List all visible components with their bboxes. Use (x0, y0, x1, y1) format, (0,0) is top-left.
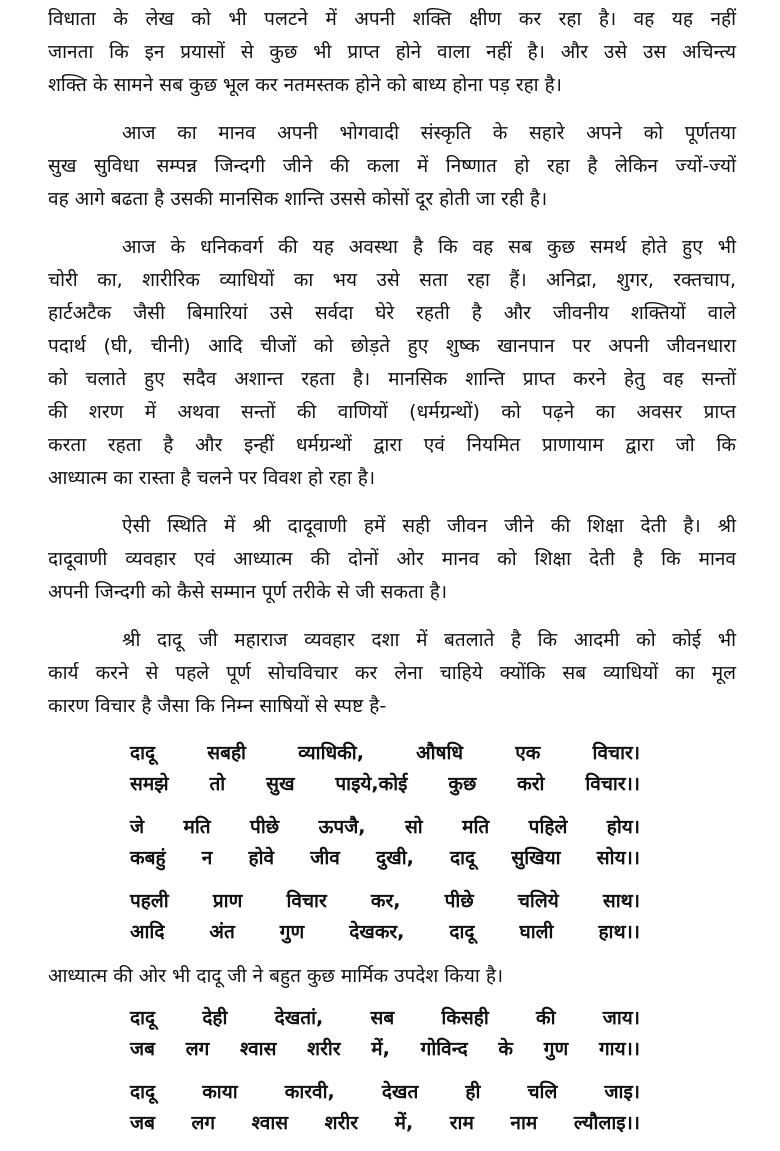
text-line: को चलाते हुए सदैव अशान्त रहता है। मानसिक शान्ति प्राप्त करने हेतु वह सन्तों (48, 368, 736, 390)
text-line: श्री दादू जी महाराज व्यवहार दशा में बतलाते है कि आदमी को कोई भी (122, 629, 736, 651)
text-line: कार्य करने से पहले पूर्ण सोचविचार कर लेना चाहिये क्योंकि सब व्याधियों का मूल (48, 662, 736, 684)
verse-line: दादू देही देखतां, सब किसही की जाय। (130, 1007, 640, 1029)
paragraph (48, 3, 736, 102)
paragraph (48, 510, 736, 609)
verse-line: जब लग श्वास शरीर में, गोविन्द के गुण गाय।। (130, 1038, 640, 1060)
document-page (48, 0, 736, 1151)
verse-line: जे मति पीछे ऊपजै, सो मति पहिले होय। (130, 816, 640, 838)
verse-line: जब लग श्वास शरीर में, राम नाम ल्यौलाइ।। (130, 1112, 640, 1134)
text-line: करता रहता है और इन्हीं धर्मग्रन्थों द्वारा एवं नियमित प्राणायाम द्वारा जो कि (48, 434, 736, 456)
verse-couplet (130, 1003, 640, 1065)
text-line: दादूवाणी व्यवहार एवं आध्यात्म की दोनों ओर मानव को शिक्षा देती है कि मानव (48, 548, 736, 570)
text-line: आध्यात्म का रास्ता है चलने पर विवश हो रहा है। (48, 467, 376, 489)
paragraph (48, 231, 736, 495)
text-line: विधाता के लेख को भी पलटने में अपनी शक्ति क्षीण कर रहा है। वह यह नहीं (48, 8, 736, 30)
text-line: कारण विचार है जैसा कि निम्न साषियों से स्पष्ट है- (48, 695, 387, 717)
verse-line: कबहुं न होवे जीव दुखी, दादू सुखिया सोय।। (130, 847, 640, 869)
text-line: शक्ति के सामने सब कुछ भूल कर नतमस्तक होने को बाध्य होना पड़ रहा है। (48, 74, 562, 96)
verse-line: आदि अंत गुण देखकर, दादू घाली हाथ।। (130, 921, 640, 943)
text-line: आज का मानव अपनी भोगवादी संस्कृति के सहारे अपने को पूर्णतया (122, 122, 736, 144)
text-line: की शरण में अथवा सन्तों की वाणियों (धर्मग्रन्थों) को पढ़ने का अवसर प्राप्त (48, 401, 736, 423)
verse-line: दादू सबही व्याधिकी, औषधि एक विचार। (130, 742, 640, 764)
verse-line: दादू काया कारवी, देखत ही चलि जाइ। (130, 1081, 640, 1103)
paragraph (48, 960, 736, 993)
verse-line: पहली प्राण विचार कर, पीछे चलिये साथ। (130, 890, 640, 912)
text-line: जानता कि इन प्रयासों से कुछ भी प्राप्त होने वाला नहीं है। और उसे उस अचिन्त्य (48, 41, 736, 63)
verse-couplet (130, 886, 640, 948)
verse-line: समझे तो सुख पाइये,कोई कुछ करो विचार।। (130, 773, 640, 795)
text-line: आध्यात्म की ओर भी दादू जी ने बहुत कुछ मार्मिक उपदेश किया है। (48, 965, 504, 987)
text-line: ऐसी स्थिति में श्री दादूवाणी हमें सही जीवन जीने की शिक्षा देती है। श्री (122, 515, 736, 537)
text-line: आज के धनिकवर्ग की यह अवस्था है कि वह सब कुछ समर्थ होते हुए भी (122, 236, 736, 258)
text-line: अपनी जिन्दगी को कैसे सम्मान पूर्ण तरीके से जी सकता है। (48, 581, 448, 603)
text-line: चोरी का, शारीरिक व्याधियों का भय उसे सता रहा हैं। अनिद्रा, शुगर, रक्तचाप, (48, 269, 736, 291)
verse-couplet (130, 738, 640, 800)
text-line: सुख सुविधा सम्पन्न जिन्दगी जीने की कला में निष्णात हो रहा है लेकिन ज्यों-ज्यों (48, 155, 736, 177)
verse-couplet (130, 812, 640, 874)
text-line: हार्टअटैक जैसी बिमारियां उसे सर्वदा घेरे रहती है और जीवनीय शक्तियों वाले (48, 302, 736, 324)
text-line: पदार्थ (घी, चीनी) आदि चीजों को छोड़ते हुए शुष्क खानपान पर अपनी जीवनधारा (48, 335, 736, 357)
text-line: वह आगे बढता है उसकी मानसिक शान्ति उससे कोसों दूर होती जा रही है। (48, 188, 548, 210)
verse-couplet (130, 1077, 640, 1139)
paragraph (48, 624, 736, 723)
paragraph (48, 117, 736, 216)
